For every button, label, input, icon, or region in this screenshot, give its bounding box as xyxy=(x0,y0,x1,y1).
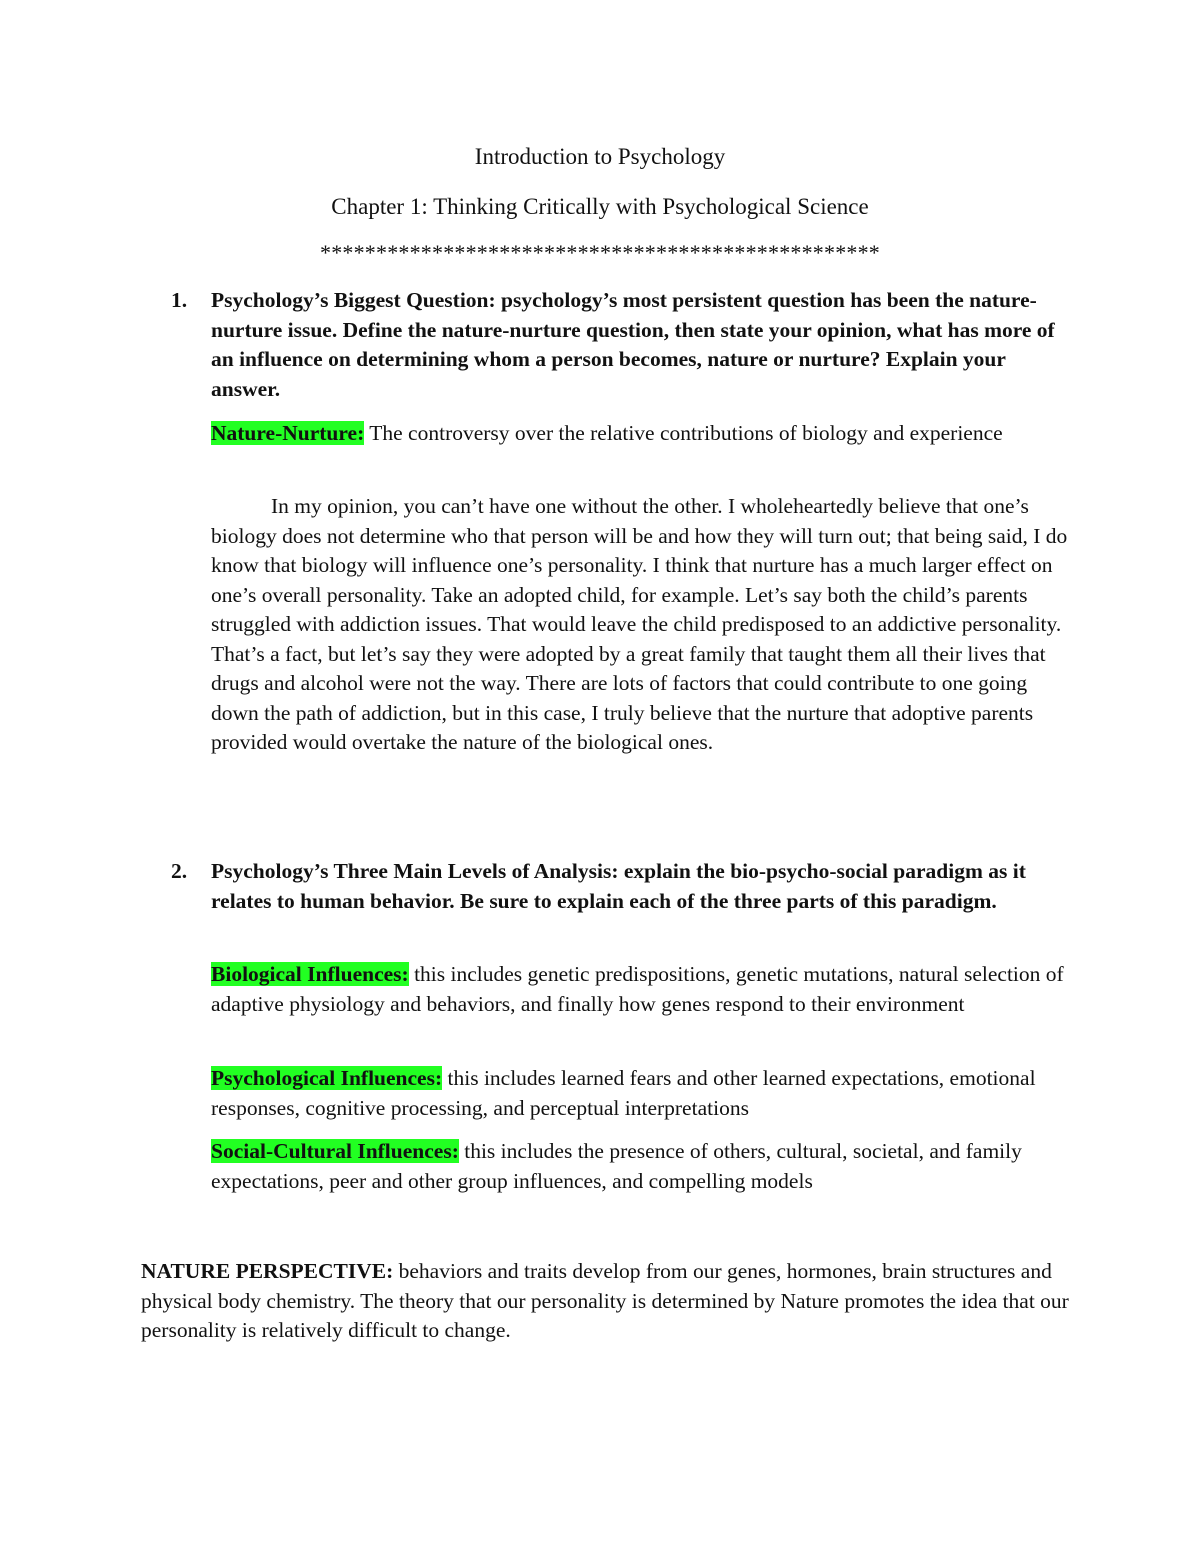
highlighted-term: Biological Influences: xyxy=(211,962,409,986)
document-title: Introduction to Psychology xyxy=(474,144,726,169)
question-text: Psychology’s Three Main Levels of Analysis: explain the bio-psycho-social paradigm as it relates to human behavior. Be sure to explain each of the three parts of this paradigm. xyxy=(211,859,1026,913)
chapter-title: Chapter 1: Thinking Critically with Psychological Science xyxy=(331,194,869,219)
definition-text: this includes learned fears and other learned expectations, emotional responses, cognitive processing, and perceptual interpretations xyxy=(211,1066,1036,1120)
question-text: Psychology’s Biggest Question: psychology’s most persistent question has been the nature-nurture issue. Define the nature-nurture question, then state your opinion, what has more of an influence on determining whom a person becomes, nature or nurture? Explain your answer. xyxy=(211,288,1055,401)
definition-text: this includes the presence of others, cultural, societal, and family expectations, peer and other group influences, and compelling models xyxy=(211,1139,1022,1193)
definition-text: this includes genetic predispositions, genetic mutations, natural selection of adaptive physiology and behaviors, and finally how genes respond to their environment xyxy=(211,962,1064,1016)
highlighted-term: Psychological Influences: xyxy=(211,1066,443,1090)
highlighted-term: Social-Cultural Influences: xyxy=(211,1139,459,1163)
nature-nurture-definition xyxy=(211,419,1071,449)
social-cultural-influences xyxy=(211,1137,1071,1196)
definition-text: The controversy over the relative contributions of biology and experience xyxy=(364,421,1003,445)
highlighted-term: Nature-Nurture: xyxy=(211,421,365,445)
nature-perspective-label: NATURE PERSPECTIVE: xyxy=(141,1259,394,1283)
question-number: 1. xyxy=(171,288,188,312)
asterisk-separator: ************************************************** xyxy=(320,240,880,265)
nature-perspective-text: behaviors and traits develop from our genes, hormones, brain structures and physical body chemistry. The theory that our personality is determined by Nature promotes the idea that our personality is relatively difficult to change. xyxy=(141,1259,1069,1342)
question-number: 2. xyxy=(171,859,188,883)
psychological-influences xyxy=(211,1064,1071,1123)
opinion-paragraph: In my opinion, you can’t have one without the other. I wholeheartedly believe that one’s biology does not determine who that person will be and how they will turn out; that being said, I do know that biology will influence one’s personality. I think that nurture has a much larger effect on one’s overall personality. Take an adopted child, for example. Let’s say both the child’s parents struggled with addiction issues. That would leave the child predisposed to an addictive personality. That’s a fact, but let’s say they were adopted by a great family that taught them all their lives that drugs and alcohol were not the way. There are lots of factors that could contribute to one going down the path of addiction, but in this case, I truly believe that the nurture that adoptive parents provided would overtake the nature of the biological ones. xyxy=(211,494,1068,754)
biological-influences xyxy=(211,960,1071,1019)
nature-perspective-paragraph xyxy=(141,1257,1071,1346)
